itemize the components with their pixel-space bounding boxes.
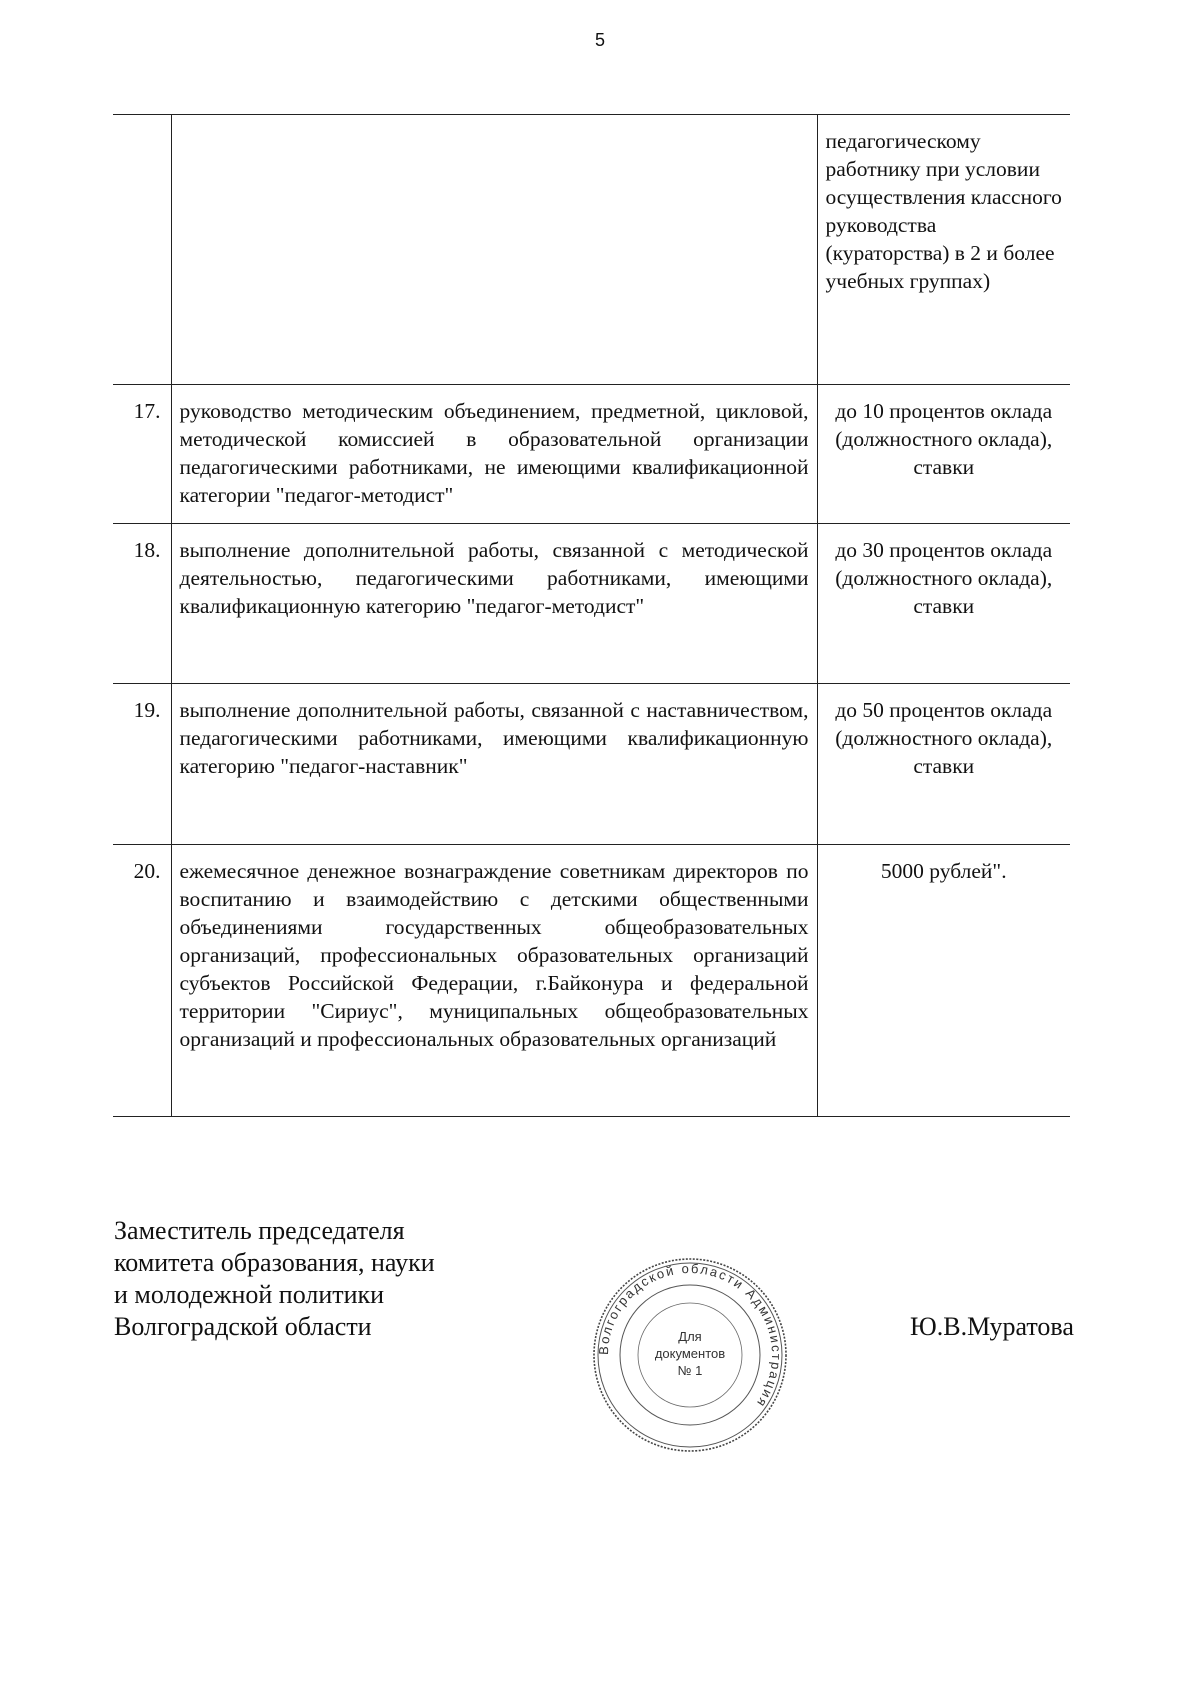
row-number: 18. bbox=[113, 524, 171, 684]
row-description: ежемесячное денежное вознаграждение советникам директоров по воспитанию и взаимодействию с детскими общественными объединениями государственных общеобразовательных организаций, профессиональных образовательных организаций субъектов Российской Федерации, г.Байконура и федеральной территории "Сириус", муниципальных общеобразовательных организаций и профессиональных образовательных организаций bbox=[171, 845, 817, 1117]
signer-name: Ю.В.Муратова bbox=[910, 1312, 1074, 1341]
row-description: руководство методическим объединением, предметной, цикловой, методической комиссией в образовательной организации педагогическими работниками, не имеющими квалификационной категории "педагог-методист" bbox=[171, 385, 817, 524]
allowances-table bbox=[113, 114, 1070, 1117]
seal-center-line: документов bbox=[654, 1346, 726, 1361]
page-number: 5 bbox=[594, 30, 605, 50]
seal-outer-text: Волгоградской области Администрация bbox=[595, 1260, 785, 1412]
seal-center-line: Для bbox=[678, 1329, 702, 1344]
table-row bbox=[113, 385, 1070, 524]
row-value: педагогическому работнику при условии осуществления классного руководства (кураторства) в 2 и более учебных группах) bbox=[817, 115, 1070, 385]
signer-title-line: Волгоградской области bbox=[114, 1312, 372, 1341]
row-description: выполнение дополнительной работы, связанной с методической деятельностью, педагогическими работниками, имеющими квалификационную категорию "педагог-методист" bbox=[171, 524, 817, 684]
table-row bbox=[113, 845, 1070, 1117]
row-number: 20. bbox=[113, 845, 171, 1117]
row-value: 5000 рублей". bbox=[817, 845, 1070, 1117]
row-number: 17. bbox=[113, 385, 171, 524]
signer-title-line: Заместитель председателя bbox=[114, 1216, 405, 1245]
signature-block bbox=[114, 1215, 435, 1343]
table-row bbox=[113, 524, 1070, 684]
seal-center-line: № 1 bbox=[677, 1363, 703, 1378]
row-value: до 10 процентов оклада (должностного оклада), ставки bbox=[817, 385, 1070, 524]
signer-title-line: комитета образования, науки bbox=[114, 1248, 435, 1277]
row-description bbox=[171, 115, 817, 385]
row-description: выполнение дополнительной работы, связанной с наставничеством, педагогическими работниками, имеющими квалификационную категорию "педагог-наставник" bbox=[171, 684, 817, 845]
row-number: 19. bbox=[113, 684, 171, 845]
table-row bbox=[113, 115, 1070, 385]
signer-title-line: и молодежной политики bbox=[114, 1280, 385, 1309]
official-seal bbox=[590, 1255, 790, 1455]
row-value: до 30 процентов оклада (должностного оклада), ставки bbox=[817, 524, 1070, 684]
row-value: до 50 процентов оклада (должностного оклада), ставки bbox=[817, 684, 1070, 845]
table-row bbox=[113, 684, 1070, 845]
row-number bbox=[113, 115, 171, 385]
